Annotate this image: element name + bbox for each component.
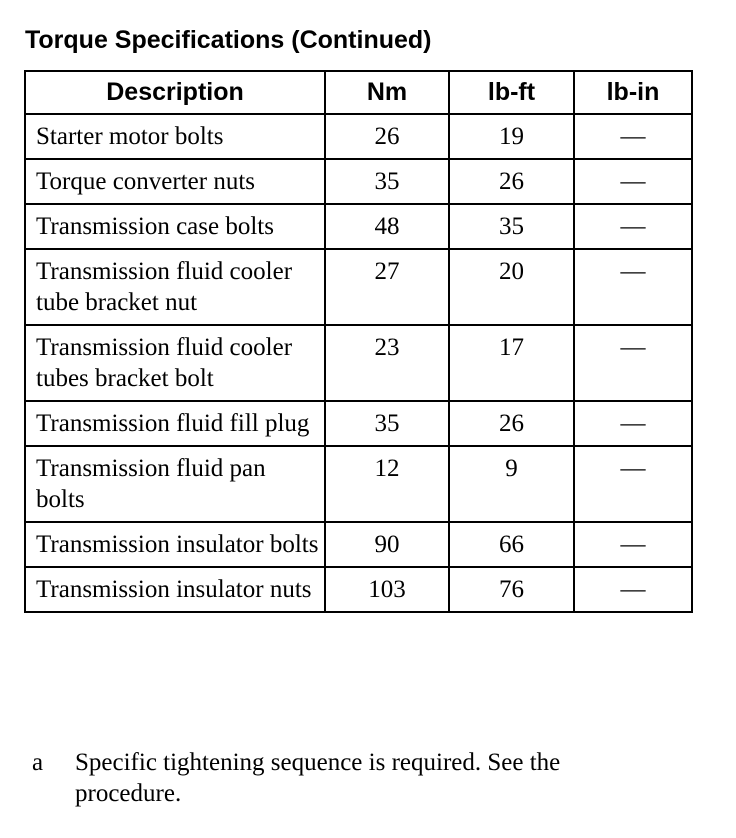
footnote-marker: a [32,749,44,776]
cell-nm: 23 [325,325,449,401]
table-row [25,114,692,159]
footnote-text: Specific tightening sequence is required. See the procedure. [75,749,561,807]
cell-lbin: — [574,567,692,612]
cell-nm: 35 [325,401,449,446]
table-row [25,159,692,204]
table-row [25,567,692,612]
cell-lbin: — [574,325,692,401]
cell-nm: 90 [325,522,449,567]
cell-lbft: 17 [449,325,574,401]
header-nm: Nm [325,71,449,114]
table-row [25,249,692,325]
cell-description: Transmission fluid pan bolts [25,446,325,522]
cell-nm: 48 [325,204,449,249]
cell-nm: 26 [325,114,449,159]
cell-description: Starter motor bolts [25,114,325,159]
cell-nm: 27 [325,249,449,325]
cell-lbft: 26 [449,401,574,446]
table-row [25,204,692,249]
cell-lbin: — [574,114,692,159]
cell-lbft: 19 [449,114,574,159]
cell-lbft: 9 [449,446,574,522]
cell-description: Transmission fluid cooler tubes bracket bolt [25,325,325,401]
cell-lbft: 76 [449,567,574,612]
cell-lbin: — [574,522,692,567]
table-header-row [25,71,692,114]
header-lbin: lb-in [574,71,692,114]
cell-description: Transmission insulator bolts [25,522,325,567]
cell-lbin: — [574,249,692,325]
cell-description: Transmission fluid cooler tube bracket nut [25,249,325,325]
table-row [25,522,692,567]
cell-lbin: — [574,159,692,204]
cell-description: Torque converter nuts [25,159,325,204]
cell-description: Transmission case bolts [25,204,325,249]
cell-lbin: — [574,446,692,522]
cell-nm: 12 [325,446,449,522]
cell-nm: 103 [325,567,449,612]
table-row [25,446,692,522]
table-row [25,325,692,401]
cell-lbft: 66 [449,522,574,567]
cell-description: Transmission fluid fill plug [25,401,325,446]
cell-lbin: — [574,204,692,249]
header-lbft: lb-ft [449,71,574,114]
page-title: Torque Specifications (Continued) [25,26,432,54]
table-row [25,401,692,446]
cell-lbft: 20 [449,249,574,325]
cell-description: Transmission insulator nuts [25,567,325,612]
footnote [32,747,672,809]
cell-nm: 35 [325,159,449,204]
header-description: Description [25,71,325,114]
torque-spec-table [24,70,693,613]
cell-lbft: 35 [449,204,574,249]
cell-lbin: — [574,401,692,446]
cell-lbft: 26 [449,159,574,204]
